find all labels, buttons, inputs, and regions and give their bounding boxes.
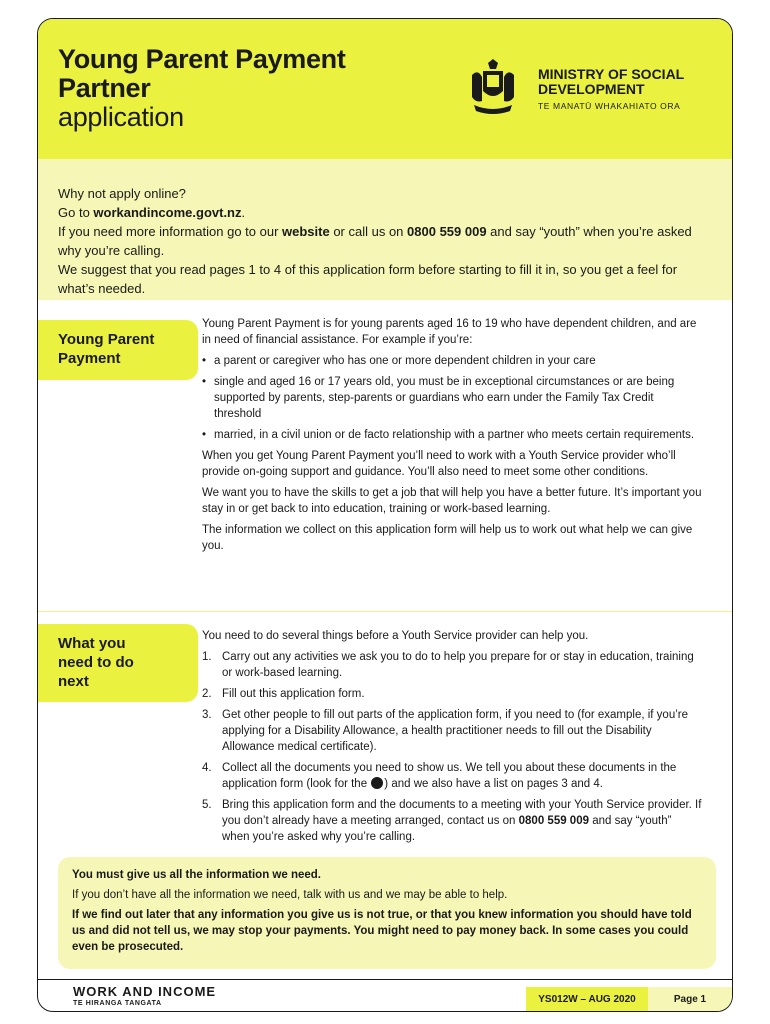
work-and-income-logo: WORK AND INCOME [73, 984, 217, 999]
section-divider [38, 611, 732, 612]
website-text-link[interactable]: website [282, 224, 330, 239]
title-line-1: Young Parent Payment [58, 44, 346, 74]
warning-box [58, 857, 716, 969]
footer [38, 979, 732, 1012]
intro-line-4: We suggest that you read pages 1 to 4 of this application form before starting to fill it in, so you get a feel for what’s needed. [58, 262, 678, 296]
step-4-text-end: ) and we also have a list on pages 3 and 4. [384, 778, 603, 790]
title-line-2: Partner [58, 73, 151, 103]
step-5-text-end: and say “youth” when you’re asked why you’re calling. [222, 815, 672, 843]
warning-line-1: You must give us all the information we need. [72, 869, 321, 881]
young-parent-payment-heading: Young Parent Payment [58, 331, 155, 367]
ypp-paragraph-1: Young Parent Payment is for young parents aged 16 to 19 who have dependent children, and are in need of financial assistance. For example if you’re: [202, 318, 697, 346]
step-2-number: 2. [202, 688, 212, 700]
young-parent-payment-section [202, 316, 702, 559]
ministry-tagline: TE MANATŪ WHAKAHIATO ORA [538, 101, 681, 111]
intro-line-2-text: Go to [58, 205, 94, 220]
step-1 [202, 649, 702, 681]
intro-line-3-text: If you need more information go to our [58, 224, 283, 239]
step-5-phone[interactable]: 0800 559 009 [518, 815, 589, 827]
what-you-need-heading: What you need to do next [58, 635, 134, 690]
ministry-name-line-1: MINISTRY OF SOCIAL [538, 66, 685, 82]
phone-number[interactable]: 0800 559 009 [407, 224, 487, 239]
step-3 [202, 707, 702, 755]
form-page [37, 18, 733, 1012]
intro-line-1: Why not apply online? [58, 186, 186, 201]
step-3-number: 3. [202, 709, 212, 721]
step-5-text: Bring this application form and the documents to a meeting with your Youth Service provider. If you don’t already have a meeting arranged, contact us on [222, 799, 702, 827]
intro-line-3-mid: or call us on [329, 224, 408, 239]
form-code: YS012W – AUG 2020 [526, 987, 648, 1012]
ministry-logo [538, 67, 684, 111]
intro-line-3-end: and say “youth” when you’re asked why you’re calling. [58, 224, 692, 258]
step-4 [202, 760, 702, 792]
page-title [58, 45, 346, 132]
what-you-need-section [202, 628, 702, 850]
document-icon [371, 777, 383, 789]
step-5 [202, 797, 702, 845]
step-2 [202, 686, 702, 702]
page-number: Page 1 [648, 987, 732, 1012]
step-4-text: Collect all the documents you need to show us. We tell you about these documents in the application form (look for the [222, 762, 677, 790]
young-parent-payment-label-box [38, 320, 198, 380]
title-line-3: application [58, 102, 184, 132]
intro-line-3 [58, 222, 708, 260]
intro-line-2 [58, 203, 708, 222]
coat-of-arms-icon [468, 57, 518, 115]
step-1-text: Carry out any activities we ask you to do to help you prepare for or stay in education, training or work-based learning. [222, 651, 694, 679]
step-3-text: Get other people to fill out parts of the application form, if you need to (for example, if you’re applying for a Disability Allowance, a health practitioner needs to fill out the Disability Allowance medical certificate). [222, 709, 689, 753]
ypp-bullet-1: • a parent or caregiver who has one or more dependent children in your care [202, 353, 702, 369]
ypp-bullet-2: • single and aged 16 or 17 years old, you must be in exceptional circumstances or are being supported by parents, step-parents or guardians who earn under the Family Tax Credit threshold [202, 374, 702, 422]
ypp-paragraph-3: We want you to have the skills to get a job that will help you have a better future. It’s important you stay in or get back to into education, training or work-based learning. [202, 487, 702, 515]
next-intro: You need to do several things before a Youth Service provider can help you. [202, 630, 589, 642]
ministry-name-line-2: DEVELOPMENT [538, 81, 645, 97]
warning-line-2: If you don’t have all the information we need, talk with us and we may be able to help. [72, 889, 508, 901]
warning-line-3: If we find out later that any information you give us is not true, or that you knew information you should have told us and did not tell us, we may stop your payments. You might need to pay money back. In some cases you could even be prosecuted. [72, 909, 692, 953]
header-banner [38, 19, 732, 159]
what-you-need-label-box [38, 624, 198, 702]
step-5-number: 5. [202, 799, 212, 811]
ypp-paragraph-2: When you get Young Parent Payment you’ll need to work with a Youth Service provider who’ll provide on-going support and guidance. You’ll also need to meet some other conditions. [202, 450, 676, 478]
step-1-number: 1. [202, 651, 212, 663]
work-and-income-tagline: TE HIRANGA TANGATA [73, 1000, 162, 1007]
intro-line-2-end: . [241, 205, 246, 220]
ypp-bullet-3: • married, in a civil union or de facto relationship with a partner who meets certain requirements. [202, 427, 702, 443]
website-link[interactable]: workandincome.govt.nz [93, 205, 242, 220]
intro-section [38, 159, 732, 300]
step-4-number: 4. [202, 762, 212, 774]
ypp-paragraph-4: The information we collect on this application form will help us to work out what help we can give you. [202, 524, 693, 552]
step-2-text: Fill out this application form. [222, 688, 365, 700]
